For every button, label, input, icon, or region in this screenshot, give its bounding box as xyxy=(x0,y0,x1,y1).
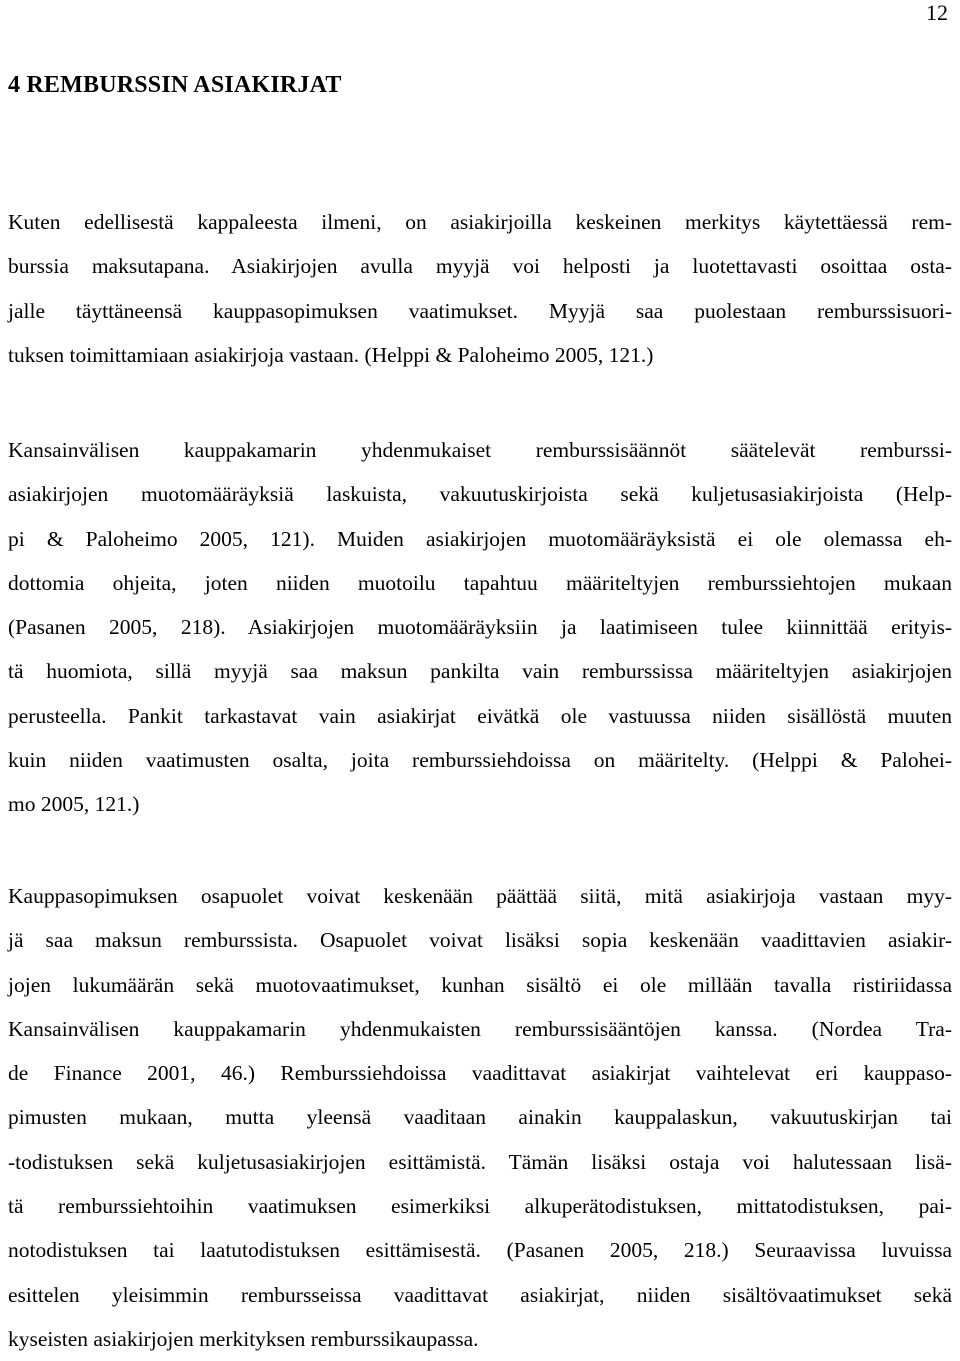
text-line: perusteella. Pankit tarkastavat vain asiakirjat eivätkä ole vastuussa niiden sisällöstä muuten xyxy=(8,703,952,728)
paragraph xyxy=(8,428,952,827)
text-line: pi & Paloheimo 2005, 121). Muiden asiakirjojen muotomääräyksistä ei ole olemassa eh- xyxy=(8,526,952,551)
text-line: Kuten edellisestä kappaleesta ilmeni, on asiakirjoilla keskeinen merkitys käytettäessä rem- xyxy=(8,210,952,234)
text-line: notodistuksen tai laatutodistuksen esittämisestä. (Pasanen 2005, 218.) Seuraavissa luvuissa xyxy=(8,1238,952,1263)
text-line: dottomia ohjeita, joten niiden muotoilu tapahtuu määriteltyjen remburssiehtojen mukaan xyxy=(8,570,952,595)
text-line: burssia maksutapana. Asiakirjojen avulla myyjä voi helposti ja luotettavasti osoittaa osta- xyxy=(8,254,952,279)
text-line: tä remburssiehtoihin vaatimuksen esimerkiksi alkuperätodistuksen, mittatodistuksen, pai- xyxy=(8,1194,952,1219)
paragraph xyxy=(8,200,952,377)
text-line: jalle täyttäneensä kauppasopimuksen vaatimukset. Myyjä saa puolestaan remburssisuori- xyxy=(8,298,952,323)
text-line: jä saa maksun remburssista. Osapuolet voivat lisäksi sopia keskenään vaadittavien asiakir- xyxy=(8,928,952,953)
text-line: (Pasanen 2005, 218). Asiakirjojen muotomääräyksiin ja laatimiseen tulee kiinnittää erityis- xyxy=(8,615,952,640)
text-line: Kauppasopimuksen osapuolet voivat keskenään päättää siitä, mitä asiakirjoja vastaan myy- xyxy=(8,884,952,908)
text-line: Kansainvälisen kauppakamarin yhdenmukaiset remburssisäännöt säätelevät remburssi- xyxy=(8,438,952,462)
text-line: -todistuksen sekä kuljetusasiakirjojen esittämistä. Tämän lisäksi ostaja voi halutessaan lisä- xyxy=(8,1149,952,1174)
text-line: jojen lukumäärän sekä muotovaatimukset, kunhan sisältö ei ole millään tavalla ristiriidassa xyxy=(8,972,952,997)
text-line: mo 2005, 121.) xyxy=(8,792,140,817)
text-line: de Finance 2001, 46.) Remburssiehdoissa vaadittavat asiakirjat vaihtelevat eri kauppaso- xyxy=(8,1061,952,1086)
chapter-heading: 4 REMBURSSIN ASIAKIRJAT xyxy=(8,72,342,98)
text-line: pimusten mukaan, mutta yleensä vaaditaan ainakin kauppalaskun, vakuutuskirjan tai xyxy=(8,1105,952,1130)
text-line: kuin niiden vaatimusten osalta, joita remburssiehdoissa on määritelty. (Helppi & Palohei- xyxy=(8,748,952,773)
paragraph xyxy=(8,874,952,1361)
text-line: Kansainvälisen kauppakamarin yhdenmukaisten remburssisääntöjen kanssa. (Nordea Tra- xyxy=(8,1016,952,1041)
text-line: tuksen toimittamiaan asiakirjoja vastaan. (Helppi & Paloheimo 2005, 121.) xyxy=(8,342,654,367)
text-line: asiakirjojen muotomääräyksiä laskuista, vakuutuskirjoista sekä kuljetusasiakirjoista (Help- xyxy=(8,482,952,507)
text-line: tä huomiota, sillä myyjä saa maksun pankilta vain remburssissa määriteltyjen asiakirjojen xyxy=(8,659,952,684)
page-number: 12 xyxy=(926,0,948,25)
text-line: kyseisten asiakirjojen merkityksen remburssikaupassa. xyxy=(8,1326,479,1351)
text-line: esittelen yleisimmin rembursseissa vaadittavat asiakirjat, niiden sisältövaatimukset sekä xyxy=(8,1282,952,1307)
